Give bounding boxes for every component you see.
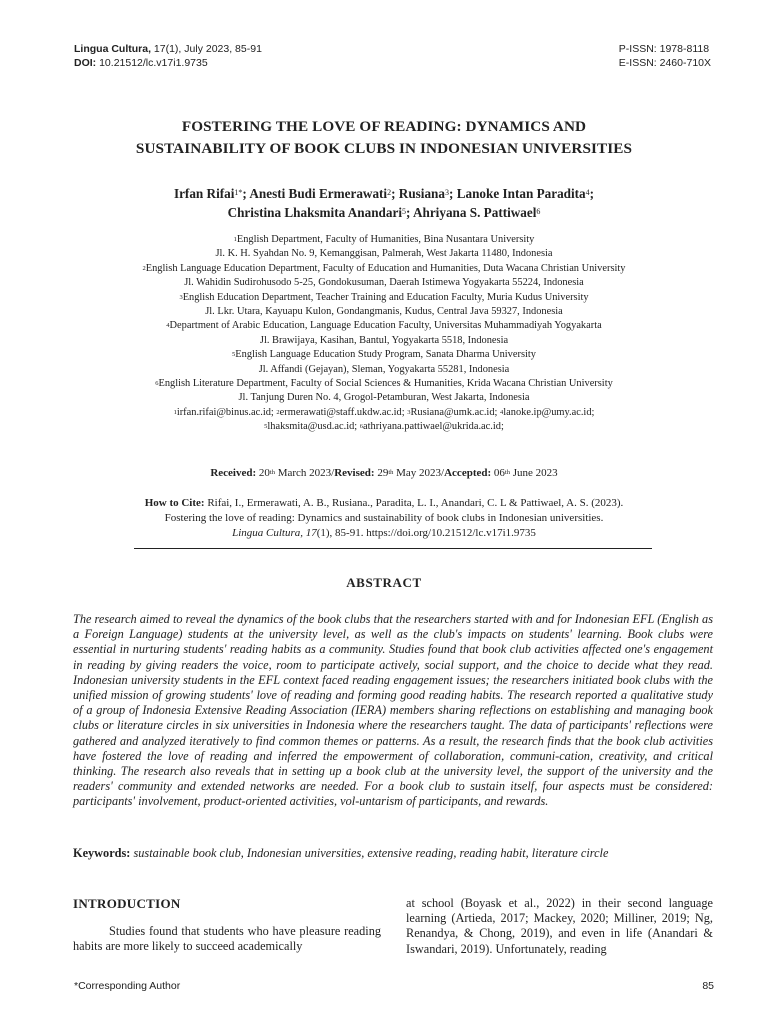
revised-day: 29 (377, 467, 389, 479)
journal-citation-line (74, 42, 262, 56)
author-sup: 5 (402, 207, 406, 216)
affiliation-sup: 1 (233, 236, 237, 243)
issn-block (619, 42, 711, 70)
submission-dates (60, 466, 708, 480)
cite-text: Rifai, I., Ermerawati, A. B., Rusiana., Paradita, L. I., Anandari, C. L & Pattiwael, A. S. (2023). (207, 497, 624, 509)
affiliation-sup: 4 (166, 322, 170, 330)
affiliation-text: Jl. Tanjung Duren No. 4, Grogol-Petamburan, West Jakarta, Indonesia (238, 392, 530, 404)
e-issn: E-ISSN: 2460-710X (618, 57, 711, 69)
p-issn: P-ISSN: 1978-8118 (618, 43, 710, 55)
accepted-rest: June 2023 (512, 467, 558, 479)
affiliation-line (60, 363, 708, 377)
cite-line-1 (60, 496, 708, 511)
how-to-cite (60, 496, 708, 541)
author-name: Ahriyana S. Pattiwael (412, 205, 537, 220)
affiliation-text: English Language Education Department, Faculty of Education and Humanities, Duta Wacana Christian University (145, 262, 626, 274)
affiliation-text: Jl. Lkr. Utara, Kayuapu Kulon, Gondangmanis, Kudus, Central Java 59327, Indonesia (205, 306, 563, 318)
affiliation-text: Jl. Affandi (Gejayan), Sleman, Yogyakarta 55281, Indonesia (258, 363, 510, 375)
affiliation-text: English Department, Faculty of Humanities, Bina Nusantara University (236, 234, 535, 245)
revised-sup: th (388, 469, 394, 476)
paper-title (60, 116, 708, 160)
affiliation-text: Jl. K. H. Syahdan No. 9, Kemanggisan, Palmerah, West Jakarta 11480, Indonesia (215, 248, 553, 260)
author-sup: 6 (536, 207, 541, 216)
affiliation-line (60, 319, 708, 333)
email-sup: 4 (500, 408, 504, 416)
affiliation-line (60, 377, 708, 391)
cite-journal: Lingua Cultura, 17 (232, 527, 317, 539)
journal-issue: 17(1), July 2023, 85-91 (153, 43, 262, 55)
affiliation-line (60, 305, 708, 319)
author-sep: ; (589, 186, 595, 201)
affiliation-line (60, 348, 708, 362)
affiliation-line (60, 276, 708, 290)
received-label: Received: (210, 467, 257, 479)
author-name: Anesti Budi Ermerawati (249, 186, 388, 201)
email-sup: 2 (276, 408, 280, 416)
affiliation-sup: 2 (142, 264, 146, 272)
revised-label: Revised: (334, 467, 375, 479)
author-sep: ; (448, 186, 457, 201)
affiliation-text: Department of Arabic Education, Language Education Faculty, Universitas Muhammadiyah Yogyakarta (169, 320, 602, 332)
journal-header (74, 42, 262, 70)
author-name: Rusiana (398, 186, 445, 201)
email-line-1 (60, 406, 708, 420)
received-sup: th (269, 469, 275, 476)
affiliation-sup: 3 (179, 293, 183, 301)
page-number: 85 (702, 980, 714, 992)
email-address: irfan.rifai@binus.ac.id; (176, 406, 277, 418)
email-address: lhaksmita@usd.ac.id; (267, 421, 360, 433)
email-address: lanoke.ip@umy.ac.id; (503, 406, 595, 418)
accepted-day: 06 (493, 467, 505, 479)
email-sup: 5 (264, 423, 268, 431)
section-divider (134, 548, 652, 549)
cite-label: How to Cite: (144, 497, 205, 509)
author-name: Christina Lhaksmita Anandari (227, 205, 402, 220)
abstract-body: The research aimed to reveal the dynamics of the book clubs that the researchers started with and for Indonesian EFL (English as a Foreign Language) students at the university level, as well as the club's impacts on students' learning. Book clubs were essential in nurturing students' reading habits as a community. Studies found that book club activities affected one's engagement in reading by giving readers the voice, room to participate actively, social support, and the choice to decide what they read. Indonesian university students in the EFL context faced reading engagement issues; the researchers initiated book clubs with the unified mission of growing students' love of reading and forming good reading habits. The research reported a qualitative study of a group of Indonesia Extensive Reading Association (IERA) members sharing reflections on establishing and managing book clubs or literature circles in six universities in Indonesia where the researchers taught. The data of participants' reflections were gathered and analyzed iteratively to find common themes or patterns. As a result, the research finds that the book club activities have fostered the love of reading and inferred the empowerment of collaboration, communi-cation, creativity, and critical thinking. The research also reveals that in setting up a book club at the university level, the support of the university and the readers' community and extended networks are needed. For a book club to sustain itself, four aspects must be considered: participants' involvement, product-oriented activities, vol-untarism of participants, and rewards. (73, 612, 713, 809)
keywords-label: Keywords: (73, 846, 131, 860)
keywords-text: sustainable book club, Indonesian universities, extensive reading, reading habit, literature circle (133, 846, 609, 860)
author-sup: 1* (234, 188, 243, 197)
email-address: athriyana.pattiwael@ukrida.ac.id; (363, 421, 504, 433)
keywords (73, 846, 713, 861)
affiliation-line (60, 334, 708, 348)
introduction-right-column: at school (Boyask et al., 2022) in their second language learning (Artieda, 2017; Mackey, 2020; Milliner, 2019; Ng, Renandya, & Chong, 2019), and even in life (Anandari & Iswandari, 2019). Unfortunately, reading (406, 896, 713, 956)
introduction-heading: INTRODUCTION (73, 896, 181, 911)
affiliation-text: Jl. Brawijaya, Kasihan, Bantul, Yogyakarta 5518, Indonesia (259, 334, 509, 346)
author-sep: ; (242, 186, 250, 201)
received-rest: March 2023/ (277, 467, 335, 479)
affiliation-line (60, 391, 708, 405)
author-name: Irfan Rifai (173, 186, 235, 201)
affiliation-line (60, 262, 708, 276)
affiliation-list (60, 233, 708, 435)
doi-value: 10.21512/lc.v17i1.9735 (99, 57, 208, 69)
revised-rest: May 2023/ (396, 467, 445, 479)
affiliation-sup: 5 (232, 351, 236, 359)
accepted-sup: th (504, 469, 510, 476)
email-sup: 6 (359, 423, 364, 431)
accepted-label: Accepted: (444, 467, 492, 479)
author-sep: ; (391, 186, 399, 201)
author-sep: ; (406, 205, 413, 220)
affiliation-line (60, 291, 708, 305)
email-address: ermerawati@staff.ukdw.ac.id; (279, 406, 408, 418)
email-address: Rusiana@umk.ac.id; (410, 406, 501, 418)
abstract-heading: ABSTRACT (346, 575, 422, 590)
affiliation-line (60, 247, 708, 261)
affiliation-text: Jl. Wahidin Sudirohusodo 5-25, Gondokusuman, Daerah Istimewa Yogyakarta 55224, Indonesia (184, 277, 584, 289)
author-list (60, 184, 708, 222)
affiliation-line (60, 233, 708, 247)
affiliation-text: English Language Education Study Program, Sanata Dharma University (235, 349, 536, 361)
affiliation-sup: 6 (155, 380, 159, 388)
corresponding-author-footnote: *Corresponding Author (74, 980, 181, 992)
introduction-left-column: Studies found that students who have pleasure reading habits are more likely to succeed academically (73, 924, 381, 954)
author-sup: 4 (585, 188, 590, 197)
author-sup: 3 (444, 188, 449, 197)
author-line-1 (60, 184, 708, 203)
doi-label: DOI: (74, 57, 97, 69)
email-line-2 (60, 420, 708, 434)
journal-name: Lingua Cultura, (74, 43, 151, 55)
author-line-2 (60, 203, 708, 222)
author-name: Lanoke Intan Paradita (456, 186, 586, 201)
doi-line (74, 56, 262, 70)
cite-line-3 (60, 526, 708, 541)
affiliation-text: English Education Department, Teacher Training and Education Faculty, Muria Kudus University (182, 291, 589, 303)
title-line-2: SUSTAINABILITY OF BOOK CLUBS IN INDONESIAN UNIVERSITIES (135, 140, 633, 157)
received-day: 20 (258, 467, 270, 479)
cite-doi: (1), 85-91. https://doi.org/10.21512/lc.v17i1.9735 (316, 527, 536, 539)
title-line-1: FOSTERING THE LOVE OF READING: DYNAMICS AND (181, 118, 587, 135)
author-sup: 2 (387, 188, 392, 197)
email-sup: 1 (173, 408, 177, 416)
affiliation-text: English Literature Department, Faculty of Social Sciences & Humanities, Krida Wacana Christian University (158, 378, 613, 390)
email-sup: 3 (407, 408, 411, 416)
cite-line-2: Fostering the love of reading: Dynamics and sustainability of book clubs in Indonesian universities. (164, 512, 604, 524)
